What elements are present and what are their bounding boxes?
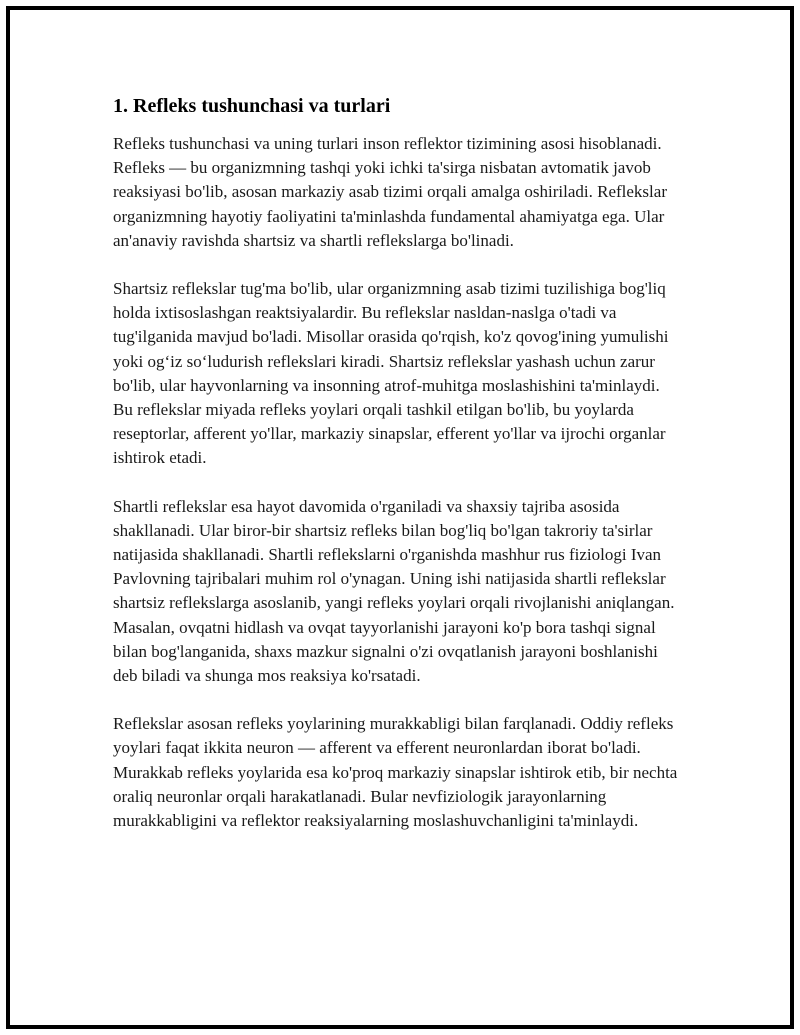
paragraph-2: Shartsiz reflekslar tug'ma bo'lib, ular organizmning asab tizimi tuzilishiga bog'liq holda ixtisoslashgan reaktsiyalardir. Bu reflekslar nasldan-naslga o'tadi va tug'ilganida mavjud bo'ladi. Misollar orasida qo'rqish, ko'z qovog'ining yumulishi yoki ogʻiz soʻludurish reflekslari kiradi. Shartsiz reflekslar yashash uchun zarur bo'lib, ular hayvonlarning va insonning atrof-muhitga moslashishini ta'minlaydi. Bu reflekslar miyada refleks yoylari orqali tashkil etilgan bo'lib, bu yoylarda reseptorlar, afferent yo'llar, markaziy sinapslar, efferent yo'llar va ijrochi organlar ishtirok etadi. bbox=[113, 279, 669, 468]
paragraph-4: Reflekslar asosan refleks yoylarining murakkabligi bilan farqlanadi. Oddiy refleks yoylari faqat ikkita neuron — afferent va efferent neuronlardan iborat bo'ladi. Murakkab refleks yoylarida esa ko'proq markaziy sinapslar ishtirok etib, bir nechta oraliq neuronlar orqali harakatlanadi. Bular nevfiziologik jarayonlarning murakkabligini va reflektor reaksiyalarning moslashuvchanligini ta'minlaydi. bbox=[113, 714, 678, 831]
paragraph-3: Shartli reflekslar esa hayot davomida o'rganiladi va shaxsiy tajriba asosida shakllanadi. Ular biror-bir shartsiz refleks bilan bog'liq bo'lgan takroriy ta'sirlar natijasida shakllanadi. Shartli reflekslarni o'rganishda mashhur rus fiziologi Ivan Pavlovning tajribalari muhim rol o'ynagan. Uning ishi natijasida shartli reflekslar shartsiz reflekslarga asoslanib, yangi refleks yoylari orqali rivojlanishi aniqlangan. Masalan, ovqatni hidlash va ovqat tayyorlanishi jarayoni ko'p bora tashqi signal bilan bog'langanida, shaxs mazkur signalni o'zi ovqatlanish jarayoni boshlanishi deb biladi va shunga mos reaksiya ko'rsatadi. bbox=[113, 496, 675, 686]
document-body bbox=[113, 94, 678, 857]
page-title: 1. Refleks tushunchasi va turlari bbox=[113, 95, 391, 117]
paragraph-1: Refleks tushunchasi va uning turlari inson reflektor tizimining asosi hisoblanadi. Refleks — bu organizmning tashqi yoki ichki ta'sirga nisbatan avtomatik javob reaksiyasi bo'lib, asosan markaziy asab tizimi orqali amalga oshiriladi. Reflekslar organizmning hayotiy faoliyatini ta'minlashda fundamental ahamiyatga ega. Ular an'anaviy ravishda shartsiz va shartli reflekslarga bo'linadi. bbox=[113, 134, 667, 250]
